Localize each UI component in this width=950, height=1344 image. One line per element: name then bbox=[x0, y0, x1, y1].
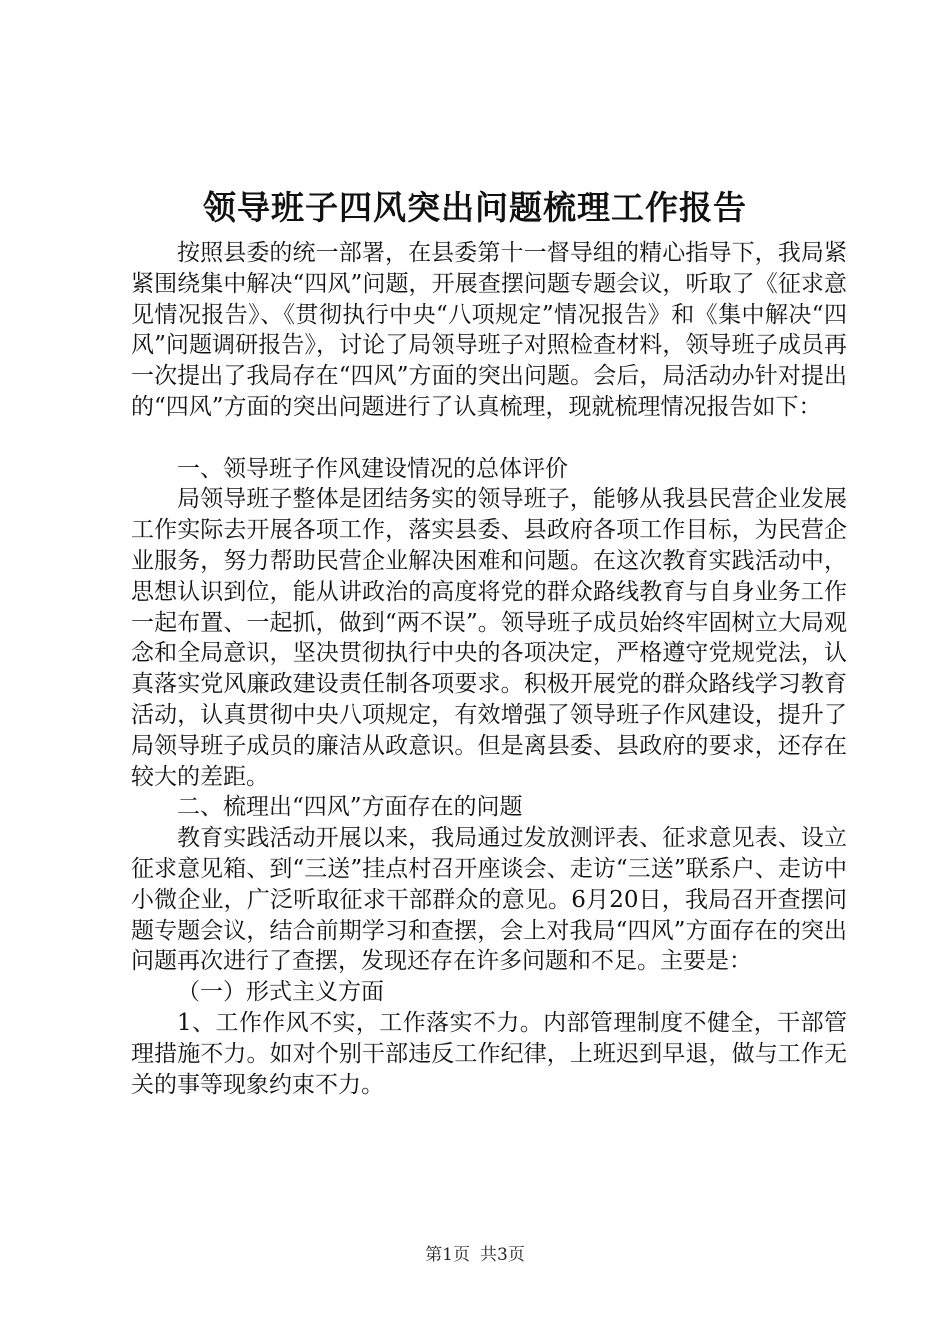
intro-paragraph: 按照县委的统一部署，在县委第十一督导组的精心指导下，我局紧紧围绕集中解决“四风”问题，开展查摆问题专题会议，听取了《征求意见情况报告》、《贯彻执行中央“八项规定”情况报告》和《集中解决“四风”问题调研报告》，讨论了局领导班子对照检查材料，领导班子成员再一次提出了我局存在“四风”方面的突出问题。会后，局活动办针对提出的“四风”方面的突出问题进行了认真梳理，现就梳理情况报告如下： bbox=[131, 240, 847, 420]
page-number: 第1页 bbox=[425, 1245, 470, 1265]
section-1-heading: 一、领导班子作风建设情况的总体评价 bbox=[177, 455, 568, 482]
section-2-paragraph: 教育实践活动开展以来，我局通过发放测评表、征求意见表、设立征求意见箱、到“三送”挂点村召开座谈会、走访“三送”联系户、走访中小微企业，广泛听取征求干部群众的意见。6月20日，我局召开查摆问题专题会议，结合前期学习和查摆，会上对我局“四风”方面存在的突出问题再次进行了查摆，发现还存在许多问题和不足。主要是： bbox=[131, 825, 847, 975]
item-1-paragraph: 1、工作作风不实，工作落实不力。内部管理制度不健全，干部管理措施不力。如对个别干部违反工作纪律，上班迟到早退，做与工作无关的事等现象约束不力。 bbox=[131, 1009, 847, 1098]
page-count: 共3页 bbox=[480, 1245, 525, 1265]
subsection-1-heading: （一）形式主义方面 bbox=[177, 979, 384, 1006]
document-body bbox=[131, 238, 847, 1100]
paragraph-spacer bbox=[131, 423, 847, 454]
page-footer bbox=[0, 1243, 950, 1267]
section-1-paragraph: 局领导班子整体是团结务实的领导班子，能够从我县民营企业发展工作实际去开展各项工作，落实县委、县政府各项工作目标，为民营企业服务，努力帮助民营企业解决困难和问题。在这次教育实践活动中，思想认识到位，能从讲政治的高度将党的群众路线教育与自身业务工作一起布置、一起抓，做到“两不误”。领导班子成员始终牢固树立大局观念和全局意识，坚决贯彻执行中央的各项决定，严格遵守党规党法，认真落实党风廉政建设责任制各项要求。积极开展党的群众路线学习教育活动，认真贯彻中央八项规定，有效增强了领导班子作风建设，提升了局领导班子成员的廉洁从政意识。但是离县委、县政府的要求，还存在较大的差距。 bbox=[131, 486, 847, 790]
document-title: 领导班子四风突出问题梳理工作报告 bbox=[203, 188, 747, 227]
section-2-heading: 二、梳理出“四风”方面存在的问题 bbox=[177, 794, 523, 821]
